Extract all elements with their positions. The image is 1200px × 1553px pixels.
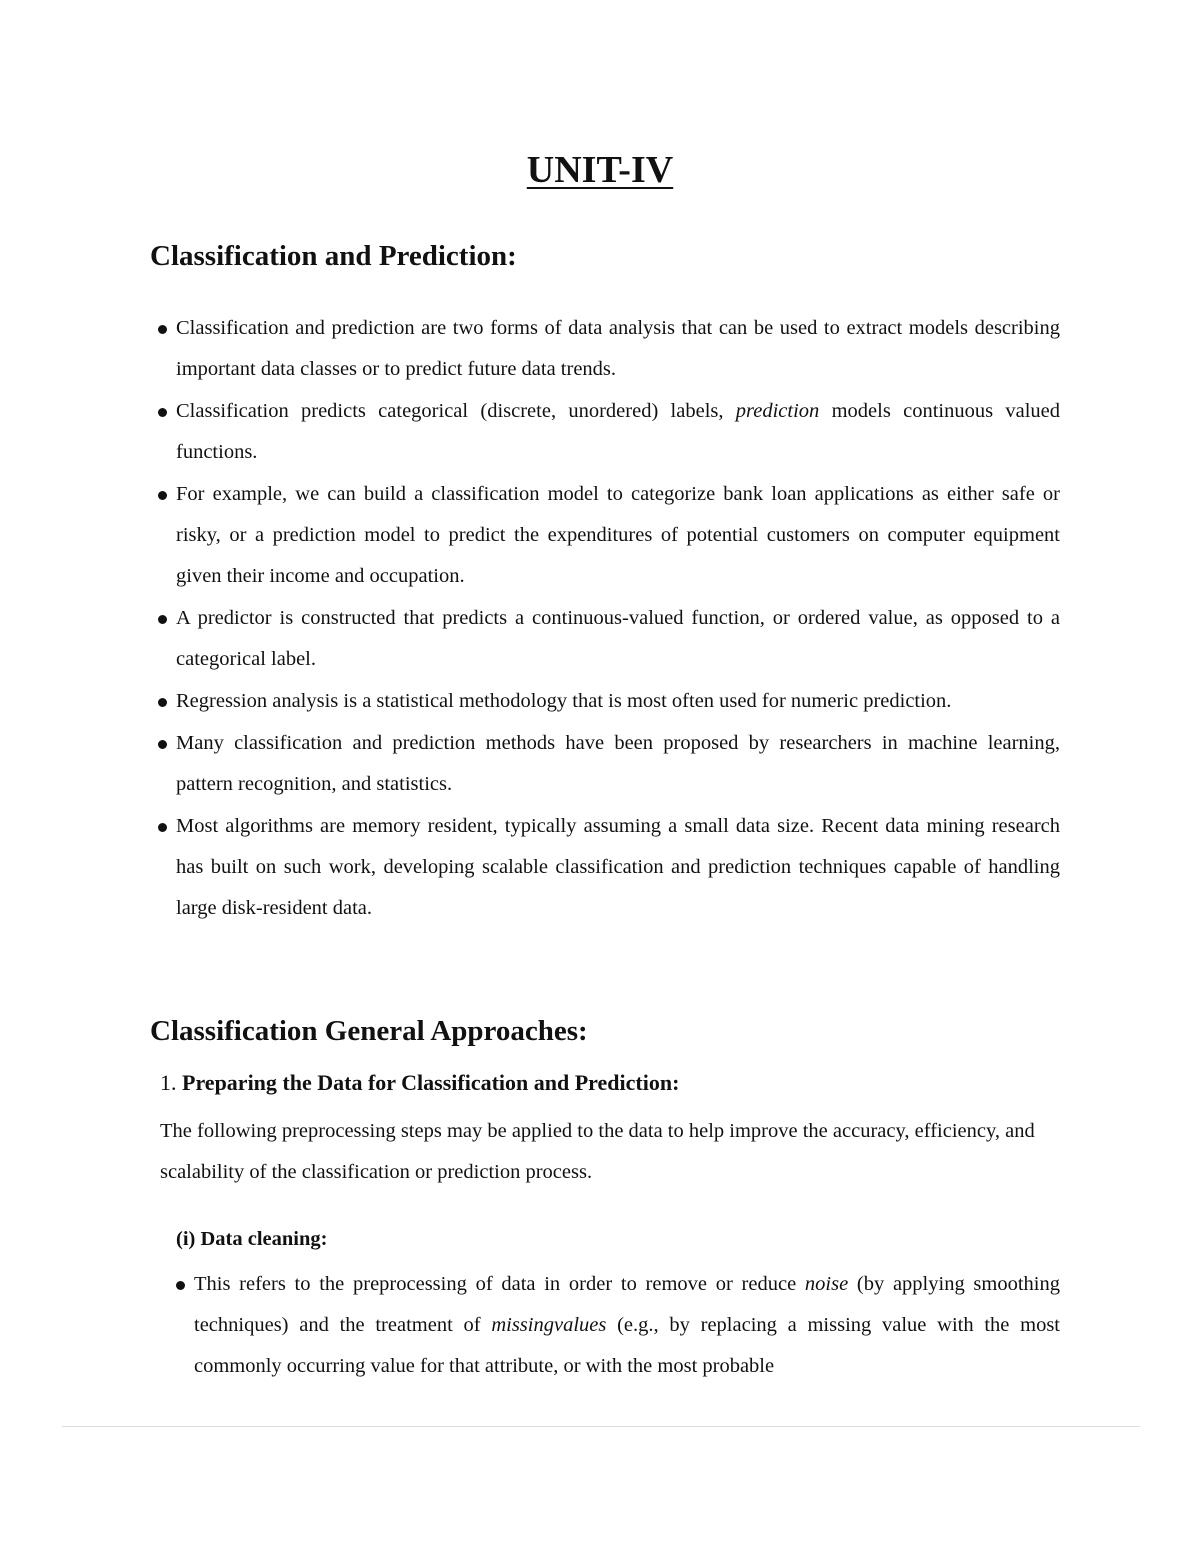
unit-title-text: UNIT-IV [526, 149, 674, 191]
list-item [158, 308, 1060, 390]
bullet-icon [158, 823, 167, 832]
subsection-heading-preparing-data [160, 1070, 679, 1096]
bullet-icon [176, 1281, 185, 1290]
list-item-text: Regression analysis is a statistical methodology that is most often used for numeric prediction. [176, 690, 952, 712]
subsection-heading-text: Preparing the Data for Classification and Prediction: [182, 1070, 680, 1095]
page-divider [62, 1426, 1140, 1427]
bullet-icon [158, 615, 167, 624]
bullet-icon [158, 491, 167, 500]
list-item-text-before: Classification predicts categorical (discrete, unordered) labels, [176, 400, 736, 422]
list-item-text-part1: This refers to the preprocessing of data in order to remove or reduce [194, 1273, 805, 1295]
preprocessing-paragraph: The following preprocessing steps may be applied to the data to help improve the accuracy, efficiency, and scalability of the classification or prediction process. [160, 1120, 1035, 1183]
classification-bullet-list [158, 308, 1060, 930]
list-item-text: Many classification and prediction methods have been proposed by researchers in machine learning, pattern recognition, and statistics. [176, 732, 1060, 795]
list-item [158, 598, 1060, 680]
list-item [158, 723, 1060, 805]
subsection-number: 1. [160, 1070, 177, 1095]
list-item-text: A predictor is constructed that predicts a continuous-valued function, or ordered value, as opposed to a categorical label. [176, 607, 1060, 670]
list-item-emphasis-missing-values: missingvalues [491, 1314, 607, 1336]
bullet-icon [158, 698, 167, 707]
section-heading-classification-prediction: Classification and Prediction: [150, 240, 517, 272]
bullet-icon [158, 325, 167, 334]
data-cleaning-bullet-list [176, 1264, 1060, 1388]
list-item-text: Classification and prediction are two forms of data analysis that can be used to extract models describing important data classes or to predict future data trends. [176, 317, 1060, 380]
list-item-text: Most algorithms are memory resident, typically assuming a small data size. Recent data mining research has built on such work, developing scalable classification and prediction techniques capable of handling large disk-resident data. [176, 815, 1060, 919]
list-item-emphasis-noise: noise [804, 1273, 849, 1295]
list-item-emphasis: prediction [735, 400, 820, 422]
list-item-text-part3: (e.g., by replacing a missing value with the most commonly occurring value for that attribute, or with the most probable [194, 1314, 1060, 1377]
list-item [158, 806, 1060, 929]
list-item [158, 681, 1060, 722]
list-item-text-part2: (by applying smoothing techniques) and the treatment of [194, 1273, 1060, 1336]
bullet-icon [158, 408, 167, 417]
list-item-text-after: models continuous valued functions. [176, 400, 1060, 463]
list-item [158, 474, 1060, 597]
bullet-icon [158, 740, 167, 749]
list-item [158, 391, 1060, 473]
section-heading-general-approaches: Classification General Approaches: [150, 1015, 588, 1047]
list-item [176, 1264, 1060, 1387]
list-item-text: For example, we can build a classification model to categorize bank loan applications as either safe or risky, or a prediction model to predict the expenditures of potential customers on computer equipment given their income and occupation. [176, 483, 1060, 587]
unit-title [0, 148, 1200, 192]
data-cleaning-heading: (i) Data cleaning: [176, 1228, 328, 1250]
